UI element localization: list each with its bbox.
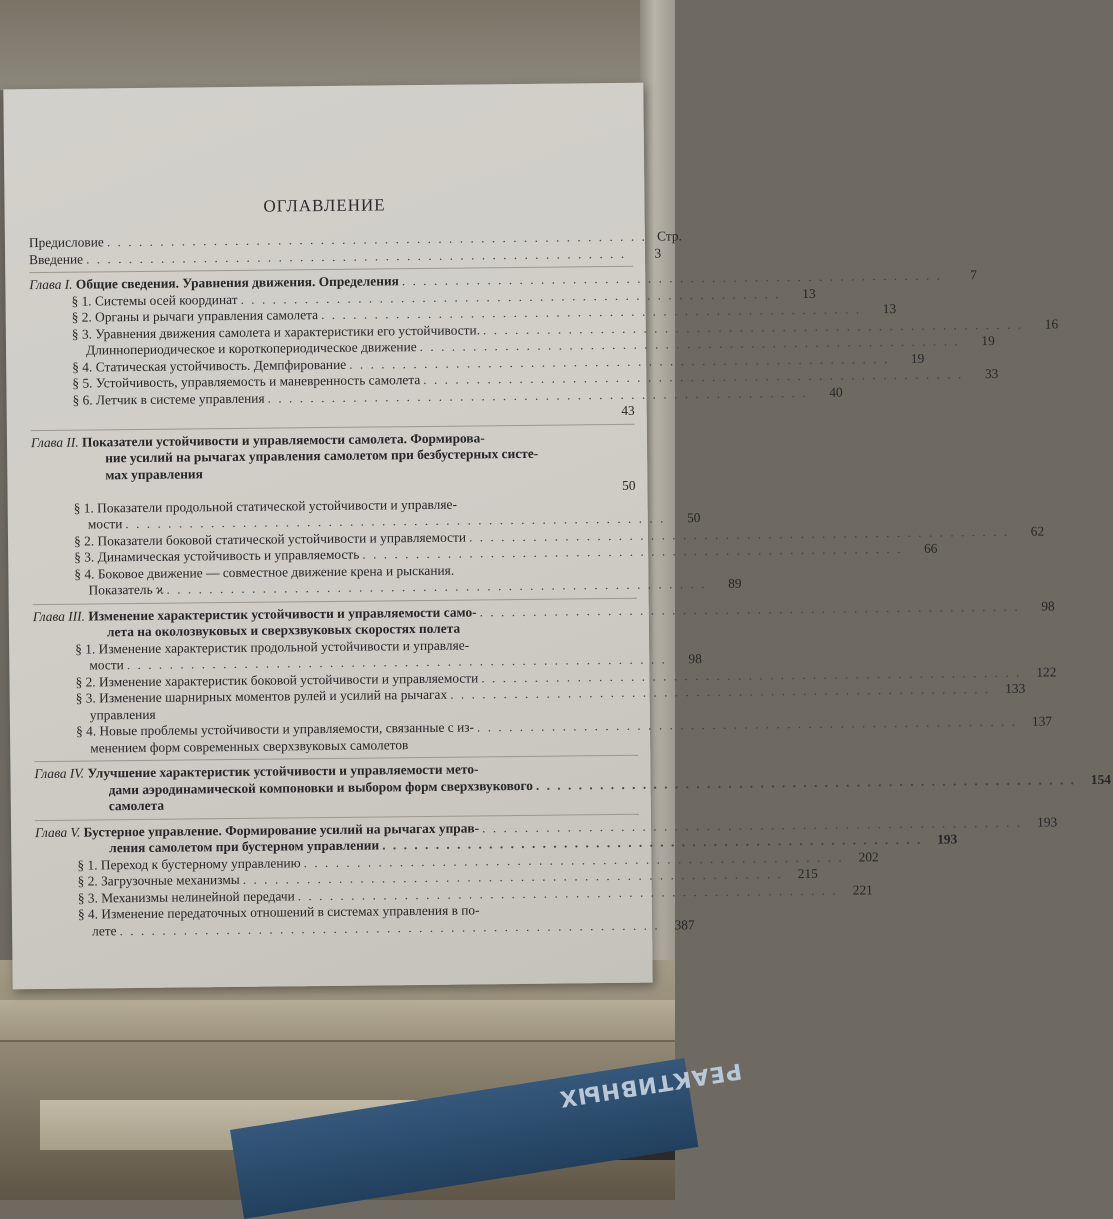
toc-page-number: 40 — [811, 384, 843, 401]
toc-entry-text: ние усилий на рычагах управления самолетом при безбустерных систе- — [105, 446, 538, 467]
toc-page-number: 19 — [892, 350, 924, 367]
toc-page-number: 50 — [668, 510, 700, 527]
toc-page-number: 66 — [905, 541, 937, 558]
toc-entry-text: Длиннопериодическое и короткопериодическое движение — [86, 339, 417, 359]
toc-entry-text: § 5. Устойчивость, управляемость и маневренность самолета — [72, 372, 420, 392]
toc-page-number: 193 — [925, 831, 957, 848]
toc-page-number: 16 — [1026, 316, 1058, 333]
toc-entry-text: ления самолетом при бустерном управлении — [109, 837, 379, 856]
toc-page-number: 13 — [784, 285, 816, 302]
toc-entry-text: менением форм современных сверхзвуковых самолетов — [90, 737, 408, 757]
toc-page-number: 98 — [1023, 598, 1055, 615]
chapter-name: Общие сведения. Уравнения движения. Определения — [72, 273, 398, 291]
toc-page-number: 33 — [966, 366, 998, 383]
leader-dots: . . . . . . . . . . . . . . . . . . . . . . . . . . . . . . . . . . . . . . . . . . . . . . . . . . . — [268, 384, 808, 406]
leader-dots: . . . . . . . . . . . . . . . . . . . . . . . . . . . . . . . . . . . . . . . . . . . . . . . . . . . — [321, 301, 861, 323]
toc-entry-text: § 4. Изменение передаточных отношений в системах управления в по- — [78, 902, 480, 923]
leader-dots: . . . . . . . . . . . . . . . . . . . . . . . . . . . . . . . . . . . . . . . . . . . . . . . . . . . — [423, 366, 963, 388]
toc-page-number: 122 — [1024, 664, 1056, 681]
leader-dots: . . . . . . . . . . . . . . . . . . . . . . . . . . . . . . . . . . . . . . . . . . . . . . . . . . . — [483, 316, 1023, 338]
leader-dots: . . . . . . . . . . . . . . . . . . . . . . . . . . . . . . . . . . . . . . . . . . . . . . . . . . . — [382, 832, 922, 854]
leader-dots: . . . . . . . . . . . . . . . . . . . . . . . . . . . . . . . . . . . . . . . . . . . . . . . . . . . — [450, 681, 990, 703]
toc-entry-text: управления — [90, 706, 156, 723]
toc-entry-text: § 2. Изменение характеристик боковой устойчивости и управляемости — [75, 670, 478, 691]
toc-page-number: 387 — [663, 917, 695, 934]
toc-entry-text: самолета — [109, 798, 164, 815]
leader-dots: . . . . . . . . . . . . . . . . . . . . . . . . . . . . . . . . . . . . . . . . . . . . . . . . . . . — [86, 245, 626, 267]
blue-book-title: РЕАКТИВНЫХ — [557, 1057, 743, 1111]
toc-page-number: 193 — [1025, 814, 1057, 831]
leader-dots: . . . . . . . . . . . . . . . . . . . . . . . . . . . . . . . . . . . . . . . . . . . . . . . . . . . — [304, 849, 844, 871]
toc-entry-text: § 3. Механизмы нелинейной передачи — [78, 888, 295, 907]
chapter-label: Глава II. — [31, 434, 79, 449]
toc-page-number: 154 — [1079, 771, 1111, 788]
toc-entry-text: лете — [92, 923, 117, 940]
toc-entry-text: § 4. Новые проблемы устойчивости и управляемости, связанные с из- — [76, 719, 474, 740]
toc-entry-text: § 3. Изменение шарнирных моментов рулей и усилий на рычагах — [76, 687, 448, 707]
chapter-name: Изменение характеристик устойчивости и управляемости само- — [85, 604, 477, 623]
toc-entry-text: Предисловие — [29, 234, 104, 251]
leader-dots: . . . . . . . . . . . . . . . . . . . . . . . . . . . . . . . . . . . . . . . . . . . . . . . . . . . — [402, 268, 942, 290]
toc-page-number: 19 — [963, 333, 995, 350]
chapter-label: Глава IV. — [34, 766, 84, 782]
toc-page-number: 89 — [710, 576, 742, 593]
toc-page-number: 133 — [993, 681, 1025, 698]
leader-dots: . . . . . . . . . . . . . . . . . . . . . . . . . . . . . . . . . . . . . . . . . . . . . . . . . . . — [481, 664, 1021, 686]
toc-entry-text: мости — [88, 516, 123, 533]
toc-page-number: 202 — [847, 849, 879, 866]
desk-slat — [0, 1000, 675, 1042]
toc-page-number: 13 — [864, 301, 896, 318]
toc-entry-text: § 2. Органы и рычаги управления самолета — [72, 307, 319, 326]
chapter-label: Глава V. — [35, 824, 80, 839]
leader-dots: . . . . . . . . . . . . . . . . . . . . . . . . . . . . . . . . . . . . . . . . . . . . . . . . . . . — [480, 598, 1020, 620]
table-of-contents — [29, 229, 640, 940]
toc-page-number: 50 — [603, 478, 635, 495]
book-page — [3, 83, 652, 990]
toc-entry-text: § 1. Показатели продольной статической устойчивости и управляе- — [74, 496, 457, 517]
leader-dots: . . . . . . . . . . . . . . . . . . . . . . . . . . . . . . . . . . . . . . . . . . . . . . . . . . . — [482, 814, 1022, 836]
toc-entry-text: дами аэродинамической компоновки и выбором форм сверхзвукового — [109, 777, 533, 798]
chapter-label: Глава III. — [33, 608, 85, 624]
leader-dots: . . . . . . . . . . . . . . . . . . . . . . . . . . . . . . . . . . . . . . . . . . . . . . . . . . . — [240, 286, 780, 308]
leader-dots: . . . . . . . . . . . . . . . . . . . . . . . . . . . . . . . . . . . . . . . . . . . . . . . . . . . — [298, 882, 838, 904]
toc-entry-text: § 2. Показатели боковой статической устойчивости и управляемости — [74, 529, 466, 550]
toc-entry-text: мости — [89, 657, 124, 674]
leader-dots: . . . . . . . . . . . . . . . . . . . . . . . . . . . . . . . . . . . . . . . . . . . . . . . . . . . — [536, 772, 1076, 794]
toc-page-number: Стр. — [650, 228, 682, 245]
toc-entry-text: § 1. Переход к бустерному управлению — [77, 855, 300, 874]
toc-entry-text: § 4. Боковое движение — совместное движение крена и рыскания. — [74, 562, 454, 582]
leader-dots: . . . . . . . . . . . . . . . . . . . . . . . . . . . . . . . . . . . . . . . . . . . . . . . . . . . — [362, 541, 902, 563]
leader-dots: . . . . . . . . . . . . . . . . . . . . . . . . . . . . . . . . . . . . . . . . . . . . . . . . . . . — [477, 714, 1017, 736]
leader-dots: . . . . . . . . . . . . . . . . . . . . . . . . . . . . . . . . . . . . . . . . . . . . . . . . . . . — [349, 351, 889, 373]
leader-dots: . . . . . . . . . . . . . . . . . . . . . . . . . . . . . . . . . . . . . . . . . . . . . . . . . . . — [166, 576, 706, 598]
chapter-label: Глава I. — [29, 277, 72, 292]
toc-page-number: 3 — [629, 245, 661, 262]
toc-entry-text: § 3. Уравнения движения самолета и характеристики его устойчивости. — [72, 322, 480, 343]
leader-dots: . . . . . . . . . . . . . . . . . . . . . . . . . . . . . . . . . . . . . . . . . . . . . . . . . . . — [107, 229, 647, 251]
toc-entry-text: § 4. Статическая устойчивость. Демпфирование — [72, 356, 346, 375]
toc-entry-text: мах управления — [105, 466, 203, 484]
toc-entry-text: лета на околозвуковых и сверхзвуковых скоростях полета — [107, 621, 460, 641]
toc-page-number: 98 — [670, 651, 702, 668]
toc-page-number: 62 — [1012, 523, 1044, 540]
toc-page-number: 7 — [945, 267, 977, 284]
toc-entry-text: § 1. Системы осей координат — [71, 291, 237, 309]
leader-dots: . . . . . . . . . . . . . . . . . . . . . . . . . . . . . . . . . . . . . . . . . . . . . . . . . . . — [469, 523, 1009, 545]
toc-entry-text: § 6. Летчик в системе управления — [72, 390, 264, 409]
page-title: ОГЛАВЛЕНИЕ — [4, 193, 644, 220]
toc-page-number: 137 — [1020, 713, 1052, 730]
chapter-name: Улучшение характеристик устойчивости и управляемости мето- — [84, 761, 479, 780]
toc-entry-text: § 2. Загрузочные механизмы — [78, 872, 240, 890]
toc-entry-text: Введение — [29, 251, 83, 268]
leader-dots: . . . . . . . . . . . . . . . . . . . . . . . . . . . . . . . . . . . . . . . . . . . . . . . . . . . — [243, 866, 783, 888]
leader-dots: . . . . . . . . . . . . . . . . . . . . . . . . . . . . . . . . . . . . . . . . . . . . . . . . . . . — [420, 333, 960, 355]
chapter-name: Бустерное управление. Формирование усилий на рычагах управ- — [80, 820, 479, 839]
background-top — [0, 0, 675, 90]
leader-dots: . . . . . . . . . . . . . . . . . . . . . . . . . . . . . . . . . . . . . . . . . . . . . . . . . . . — [125, 510, 665, 532]
leader-dots: . . . . . . . . . . . . . . . . . . . . . . . . . . . . . . . . . . . . . . . . . . . . . . . . . . . — [119, 917, 659, 939]
toc-page-number: 221 — [841, 882, 873, 899]
chapter-name: Показатели устойчивости и управляемости самолета. Формирова- — [79, 430, 485, 449]
leader-dots: . . . . . . . . . . . . . . . . . . . . . . . . . . . . . . . . . . . . . . . . . . . . . . . . . . . — [127, 651, 667, 673]
toc-page-number: 215 — [786, 866, 818, 883]
toc-entry-text: § 3. Динамическая устойчивость и управляемость — [74, 547, 359, 566]
leader-dots — [411, 751, 603, 753]
toc-page-number: 43 — [603, 403, 635, 420]
toc-entry-text: § 1. Изменение характеристик продольной устойчивости и управляе- — [75, 637, 469, 658]
toc-entry-text: Показатель ϰ — [88, 582, 163, 599]
